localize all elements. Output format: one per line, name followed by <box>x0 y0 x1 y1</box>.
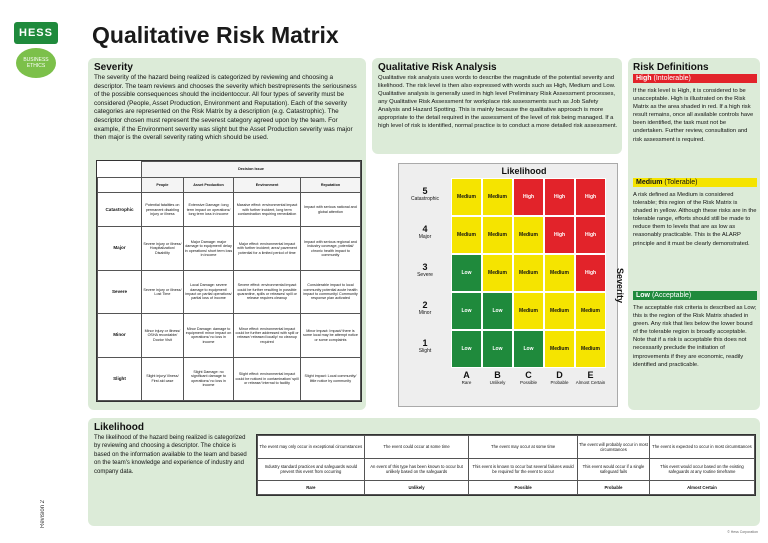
matrix-cell-2-C: Medium <box>513 292 544 330</box>
severity-level-4 <box>401 224 449 240</box>
matrix-cell-4-B: Medium <box>482 216 513 254</box>
table-cell: Considerable impact to local community potential acute health impact to community/ Community response plan activated <box>300 270 360 313</box>
matrix-cell-1-C: Low <box>513 330 544 368</box>
table-cell: Minor injury or illness/ OSHA recordable/ Doctor Visit <box>142 314 184 357</box>
table-cell: Severe injury or illness/ Lost Time <box>142 270 184 313</box>
table-cell: Massive effect: environmental impact with further incident, long term contamination requiring remediation <box>234 193 301 227</box>
severity-name: Slight <box>418 348 432 354</box>
medium-badge <box>633 178 757 187</box>
decision-table <box>96 160 362 402</box>
low-text: The acceptable risk criteria is described as Low; this is the region of the Risk Matrix shaded in green. Any risk that lies below the lower bound of the tolerable region is broadly acceptable. Note that if a risk is acceptable this does not necessarily preclude the initiation of improvements if they are economic, readily identified and practicable. <box>633 305 757 368</box>
table-cell: The event will probably occur in most circumstances <box>577 436 649 459</box>
medium-sub: (Tolerable) <box>664 179 698 186</box>
low-sub: (Acceptable) <box>651 292 692 299</box>
col-reputation: Reputation <box>300 177 360 193</box>
risk-matrix <box>398 163 625 407</box>
revision-label: Revision 2 <box>40 499 46 528</box>
table-cell: Minor Damage: damage to equipment/ minor impact on operations/ no loss in income <box>183 314 233 357</box>
table-cell: Potential fatalities on permanent disabling injury or illness <box>142 193 184 227</box>
matrix-cell-5-C: High <box>513 178 544 216</box>
likelihood-name: Probable <box>550 380 569 385</box>
table-cell: Industry standard practices and safeguards would prevent this event from occurring <box>258 458 365 481</box>
high-text: If the risk level is High, it is considered to be unacceptable. High is illustrated on the Risk Matrix as the area shaded in red. If a high risk result remains, once all available controls have been identified, the task must not be undertaken. Further review, consultation and risk assessment is required. <box>633 88 754 143</box>
severity-level-1 <box>401 338 449 354</box>
table-cell: This event would occur if a single safeguard fails <box>577 458 649 481</box>
severity-name: Major <box>418 234 432 240</box>
severity-title: Severity <box>94 62 133 73</box>
low-label: Low <box>636 292 650 299</box>
table-cell: Slight Damage: no significant damage to operations/ no loss in income <box>183 357 233 400</box>
table-cell: Rare <box>258 481 365 495</box>
row-label: Minor <box>98 314 142 357</box>
table-row <box>98 314 361 357</box>
page-title: Qualitative Risk Matrix <box>92 22 339 48</box>
high-label: High <box>636 75 652 82</box>
likelihood-letter: C <box>525 370 532 380</box>
table-cell: This event is known to occur but several failures would be required for the event to occur <box>469 458 578 481</box>
table-cell: Minor effect: environmental impact could be further addressed with spill or release/ released locally/ no cleanup required <box>234 314 301 357</box>
likelihood-name: Almost Certain <box>575 380 606 385</box>
severity-level-5 <box>401 186 449 202</box>
matrix-cell-3-D: Medium <box>544 254 575 292</box>
matrix-cell-2-E: Medium <box>575 292 606 330</box>
likelihood-level-C <box>513 370 544 385</box>
table-cell: Almost Certain <box>649 481 754 495</box>
decision-blank <box>98 177 142 193</box>
table-cell: Extensive Damage: long term impact on operations/ long term loss in income <box>183 193 233 227</box>
table-cell: Local Damage: severe damage to equipment/ impact on partial operations/ partial loss of income <box>183 270 233 313</box>
qualitative-title: Qualitative Risk Analysis <box>378 62 497 73</box>
severity-number: 5 <box>422 186 428 196</box>
col-environment: Environment <box>234 177 301 193</box>
likelihood-title: Likelihood <box>94 422 144 433</box>
matrix-cell-4-E: High <box>575 216 606 254</box>
row-label: Slight <box>98 357 142 400</box>
likelihood-name: Unlikely <box>489 380 506 385</box>
risk-definitions-title: Risk Definitions <box>633 62 709 73</box>
severity-name: Minor <box>418 310 432 316</box>
decision-issue-header: Decision Issue <box>142 162 361 178</box>
severity-number: 4 <box>422 224 428 234</box>
table-cell: Slight injury/ illness/ First aid case <box>142 357 184 400</box>
likelihood-letter: D <box>556 370 563 380</box>
matrix-cell-5-E: High <box>575 178 606 216</box>
table-cell: The event may occur at some time <box>469 436 578 459</box>
likelihood-table <box>256 434 756 496</box>
severity-number: 2 <box>422 300 428 310</box>
matrix-cell-2-A: Low <box>451 292 482 330</box>
likelihood-letter: B <box>494 370 501 380</box>
table-cell: Severe effect: environmental impact could be further resulting in possible quarantine, spills or releases/ spill or release requires cleanup <box>234 270 301 313</box>
company-logo <box>8 22 66 80</box>
matrix-cell-5-A: Medium <box>451 178 482 216</box>
decision-corner <box>98 162 142 178</box>
likelihood-level-D <box>544 370 575 385</box>
medium-label: Medium <box>636 179 663 186</box>
table-cell: Minor impact: Impact/ there is some local may be attempt notice or some complaints <box>300 314 360 357</box>
severity-number: 1 <box>422 338 428 348</box>
table-row <box>258 458 755 481</box>
matrix-cell-3-A: Low <box>451 254 482 292</box>
matrix-cell-5-D: High <box>544 178 575 216</box>
matrix-cell-4-C: Medium <box>513 216 544 254</box>
likelihood-text: The likelihood of the hazard being realized is categorized by reviewing and choosing a descriptor. The choice is based on the information available to the team and based on the team's knowledge and experience of industry and company data. <box>94 435 247 475</box>
likelihood-level-B <box>482 370 513 385</box>
table-cell: An event of this type has been known to occur but unlikely based on the safeguards <box>364 458 469 481</box>
matrix-cell-5-B: Medium <box>482 178 513 216</box>
likelihood-level-E <box>575 370 606 385</box>
risk-definitions-panel <box>628 58 760 410</box>
severity-axis-title: Severity <box>615 268 625 304</box>
likelihood-letter: E <box>587 370 594 380</box>
likelihood-letter: A <box>463 370 470 380</box>
likelihood-level-A <box>451 370 482 385</box>
high-sub: (Intolerable) <box>653 75 691 82</box>
matrix-cell-3-B: Medium <box>482 254 513 292</box>
matrix-cell-4-A: Medium <box>451 216 482 254</box>
medium-text: A risk defined as Medium is considered tolerable; this region of the Risk Matrix is shaded in yellow. Although these risks are in the tolerable range, efforts should still be made to reduce them to levels that are as low as reasonably practicable. This is the ALARP principle and it must be clearly demonstrated. <box>633 192 757 247</box>
severity-number: 3 <box>422 262 428 272</box>
table-row <box>258 436 755 459</box>
table-cell: The event could occur at some time <box>364 436 469 459</box>
ethics-seal: BUSINESS ETHICS <box>16 48 56 78</box>
table-row <box>98 357 361 400</box>
row-label: Severe <box>98 270 142 313</box>
row-label: Catastrophic <box>98 193 142 227</box>
table-cell: Probable <box>577 481 649 495</box>
severity-level-2 <box>401 300 449 316</box>
table-cell: Impact with serious regional and industry coverage, potential/ chronic health impact to community <box>300 227 360 270</box>
col-asset: Asset Production <box>183 177 233 193</box>
table-cell: The event is expected to occur in most circumstances <box>649 436 754 459</box>
matrix-cell-3-C: Medium <box>513 254 544 292</box>
severity-text: The severity of the hazard being realized is categorized by reviewing and choosing a descriptor. The team reviews and chooses the severity which bestrepresents the seriousness of the possible consequences should the incidentoccur. All four types of severity must be considered (People, Asset Production, Environment and Reputation). Each of the severity categories are represented on the Risk Matrix by a description (e.g. Catastrophic). The descriptor chosen must represent the severest category agreed upon by the team. For example, if the Environment severity was slight but the Asset Production severity was major then major is the overall severity rating which should be used. <box>94 74 357 142</box>
table-cell: Major Damage: major damage to equipment/ delay in operations/ short term loss in income <box>183 227 233 270</box>
hess-logo: HESS <box>14 22 58 44</box>
table-row <box>98 193 361 227</box>
qualitative-text: Qualitative risk analysis uses words to describe the magnitude of the potential severity and likelihood. The risk level is then also expressed with words such as High, Medium and Low. Qualitative analysis is generally used in high level Preliminary Risk Assessment processes, any Qualitative Risk Assessment for workplace risk assessments such as Job Safety Analysis and Hazard Spotting. This is mainly because the qualitative approach is more appropriate to the detail required in the assessment of the level of risk being managed. If a high level of risk is identified, normal practice is to conduct a more detailed risk assessment. <box>378 75 618 129</box>
table-cell: Slight impact: Local community/ little notice by community <box>300 357 360 400</box>
likelihood-name: Possible <box>519 380 537 385</box>
severity-level-3 <box>401 262 449 278</box>
matrix-cell-1-D: Medium <box>544 330 575 368</box>
table-cell: Slight effect: environmental impact could be noticed in contamination/ spill or release/ internal to facility <box>234 357 301 400</box>
table-cell: Unlikely <box>364 481 469 495</box>
table-row <box>258 481 755 495</box>
table-cell: This event would occur based on the existing safeguards at any routine timeframe <box>649 458 754 481</box>
matrix-cell-2-D: Medium <box>544 292 575 330</box>
qualitative-panel <box>372 58 622 154</box>
table-cell: Severe injury or illness/ Hospitalization/ Disability <box>142 227 184 270</box>
table-row <box>98 227 361 270</box>
likelihood-name: Rare <box>461 380 472 385</box>
matrix-cell-2-B: Low <box>482 292 513 330</box>
table-cell: The event may only occur in exceptional circumstances <box>258 436 365 459</box>
row-label: Major <box>98 227 142 270</box>
matrix-cell-4-D: High <box>544 216 575 254</box>
severity-name: Catastrophic <box>410 196 440 202</box>
table-cell: Possible <box>469 481 578 495</box>
col-people: People <box>142 177 184 193</box>
table-cell: Impact with serious national and global attention <box>300 193 360 227</box>
table-cell: Major effect: environmental impact with further incident; area/ pavement potential for a limited period of time <box>234 227 301 270</box>
likelihood-axis-title: Likelihood <box>501 166 547 176</box>
low-badge <box>633 291 757 300</box>
matrix-cell-3-E: High <box>575 254 606 292</box>
matrix-cell-1-E: Medium <box>575 330 606 368</box>
table-row <box>98 270 361 313</box>
matrix-cell-1-A: Low <box>451 330 482 368</box>
severity-name: Severe <box>417 272 433 278</box>
credit-text: © Hess Corporation <box>727 530 758 534</box>
high-badge <box>633 74 757 83</box>
matrix-cell-1-B: Low <box>482 330 513 368</box>
